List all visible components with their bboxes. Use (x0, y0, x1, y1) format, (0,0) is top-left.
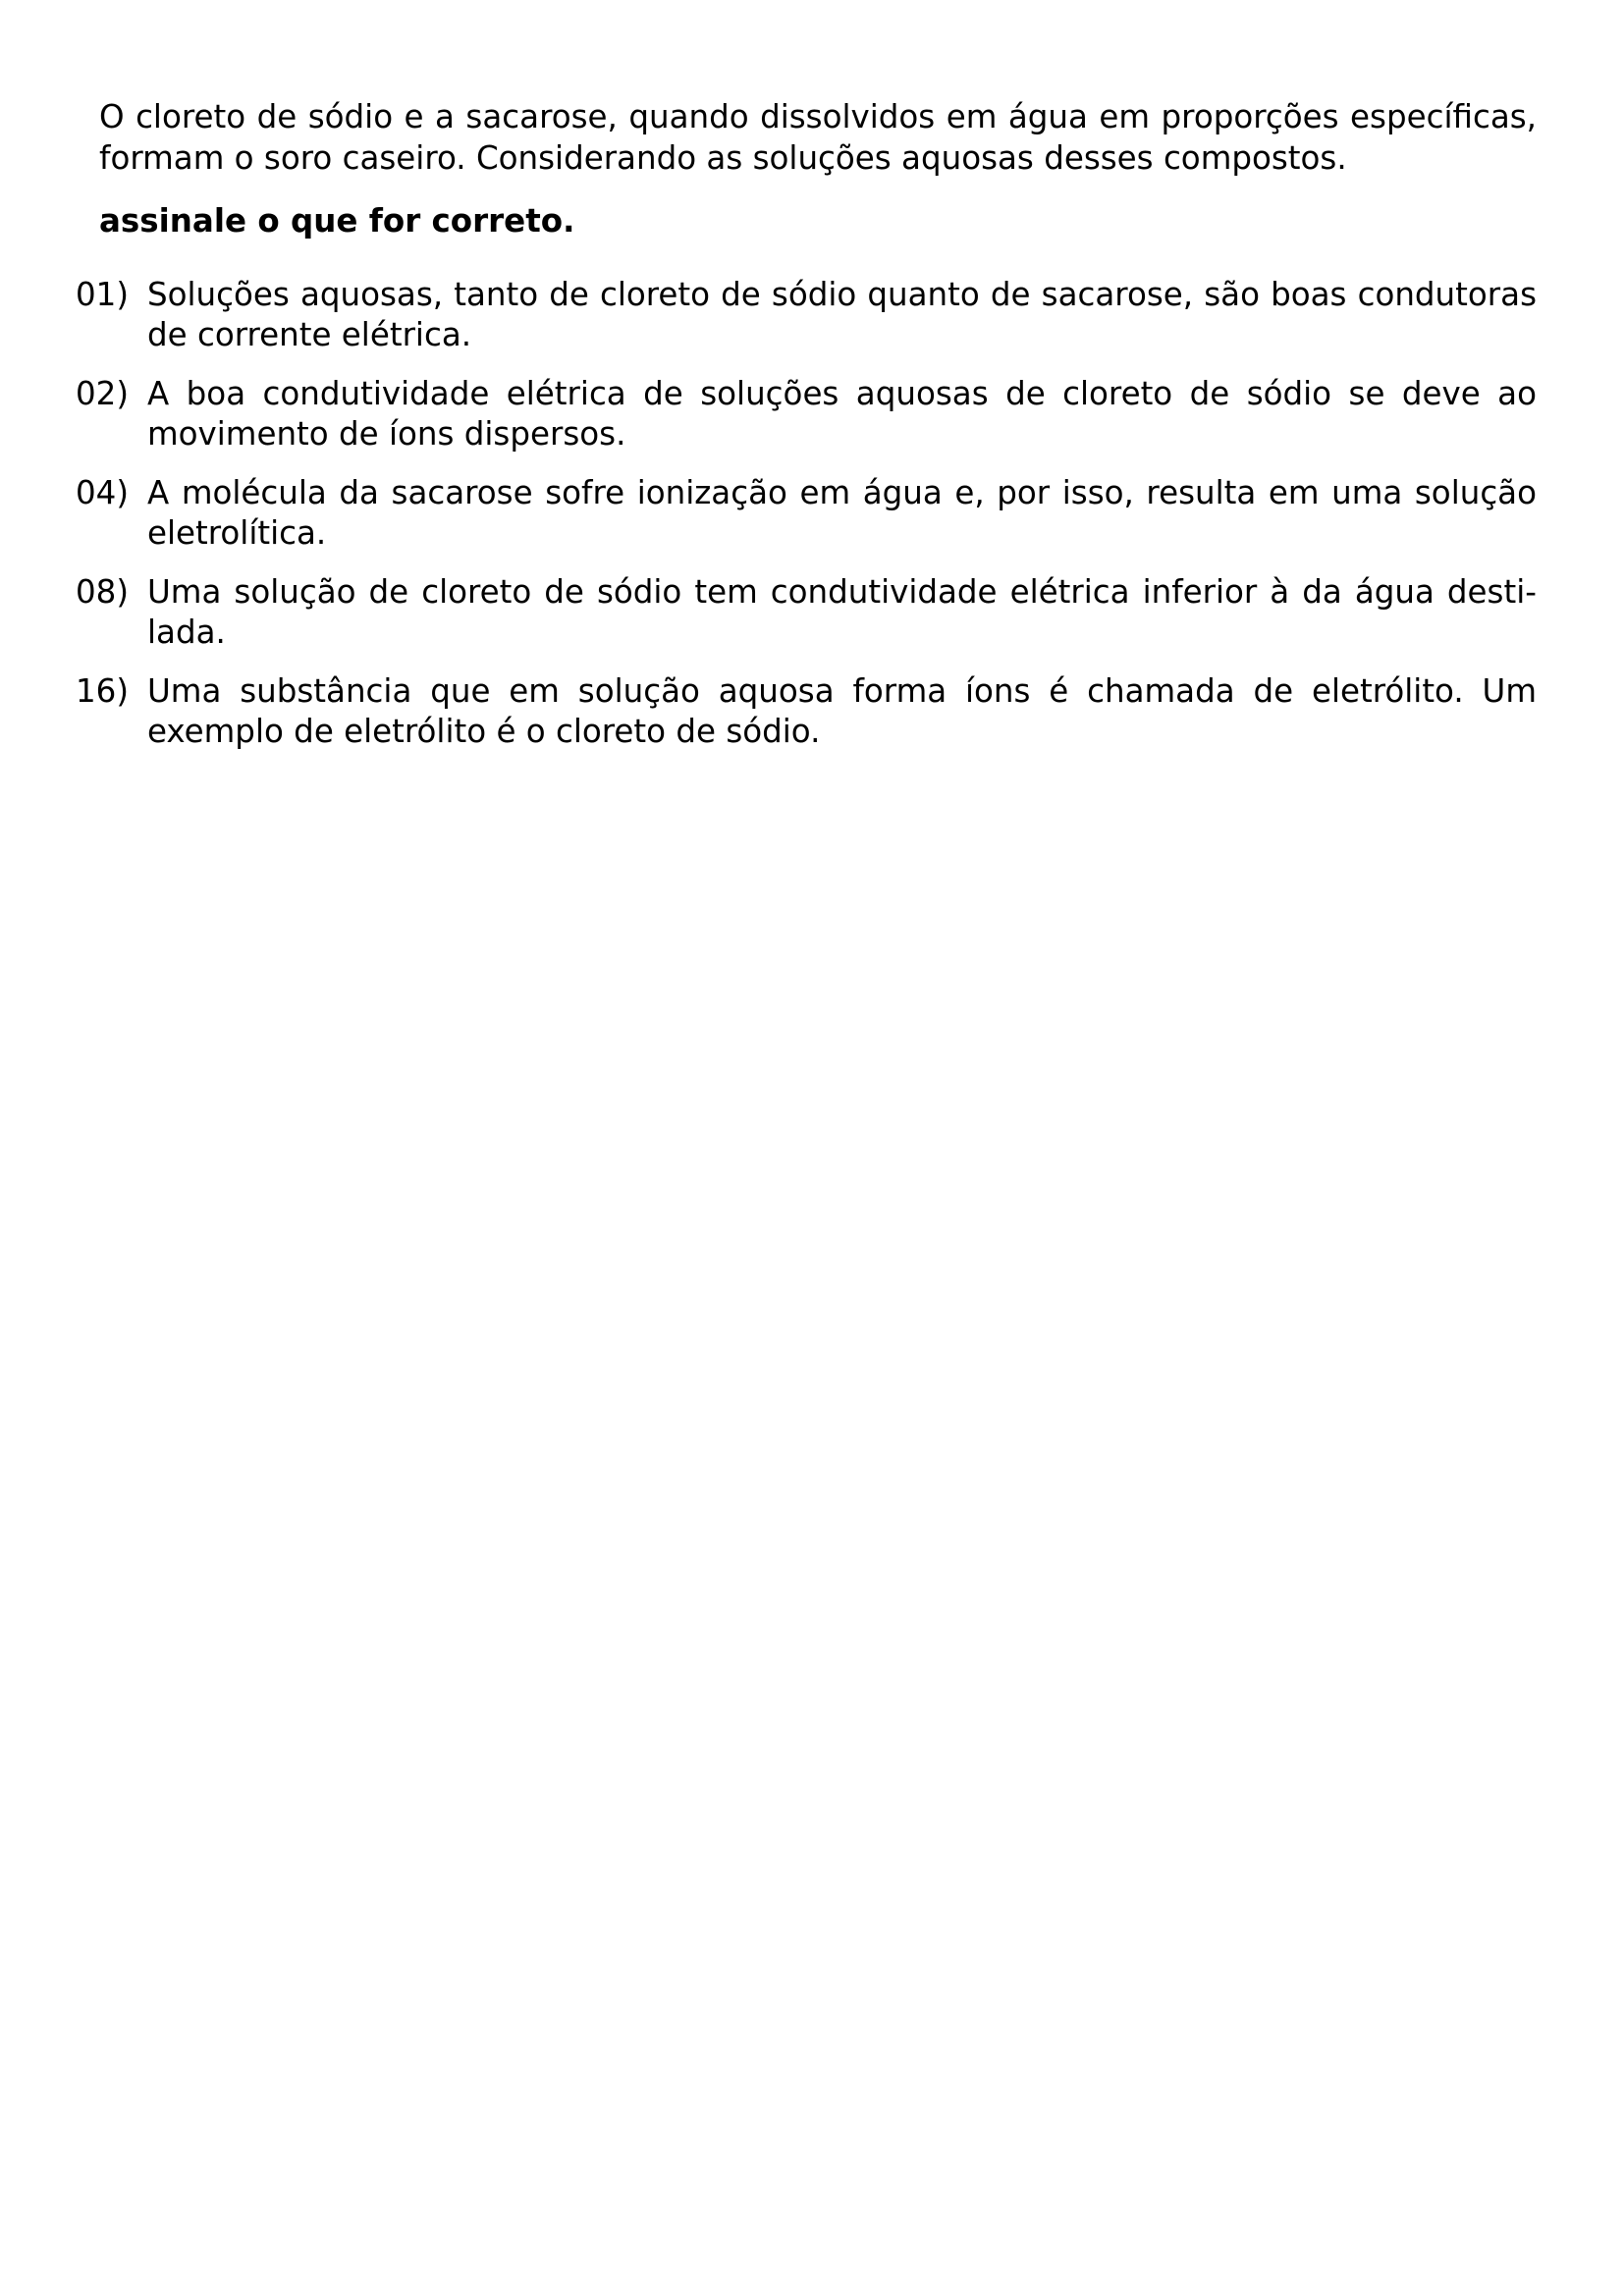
option-text: Uma substância que em solução aquosa forma íons é chamada de eletrólito. Um exemplo de eletrólito é o cloreto de sódio. (147, 672, 1537, 750)
answer-option-04 (76, 473, 1537, 554)
answer-option-02 (76, 374, 1537, 454)
option-text: Soluções aquosas, tanto de cloreto de sódio quanto de sacarose, são boas condutoras de corrente elétrica. (147, 276, 1537, 353)
option-text: A boa condutividade elétrica de soluções aquosas de cloreto de sódio se deve ao movimento de íons dispersos. (147, 375, 1537, 453)
answer-option-16 (76, 671, 1537, 752)
answer-option-01 (76, 275, 1537, 355)
question-intro: O cloreto de sódio e a sacarose, quando dissolvidos em água em proporções específicas, formam o soro caseiro. Considerando as soluções aquosas desses compostos. (99, 98, 1537, 177)
option-number: 16) (76, 672, 130, 710)
question-instruction: assinale o que for correto. (99, 202, 575, 240)
option-number: 01) (76, 276, 130, 313)
option-number: 04) (76, 474, 130, 511)
option-number: 08) (76, 573, 130, 611)
option-text: A molécula da sacarose sofre ionização em água e, por isso, resulta em uma solução eletrolítica. (147, 474, 1537, 552)
option-number: 02) (76, 375, 130, 412)
option-text: Uma solução de cloreto de sódio tem condutividade elétrica inferior à da água destilada. (147, 573, 1537, 651)
answer-options-list (76, 275, 1537, 771)
answer-option-08 (76, 572, 1537, 653)
